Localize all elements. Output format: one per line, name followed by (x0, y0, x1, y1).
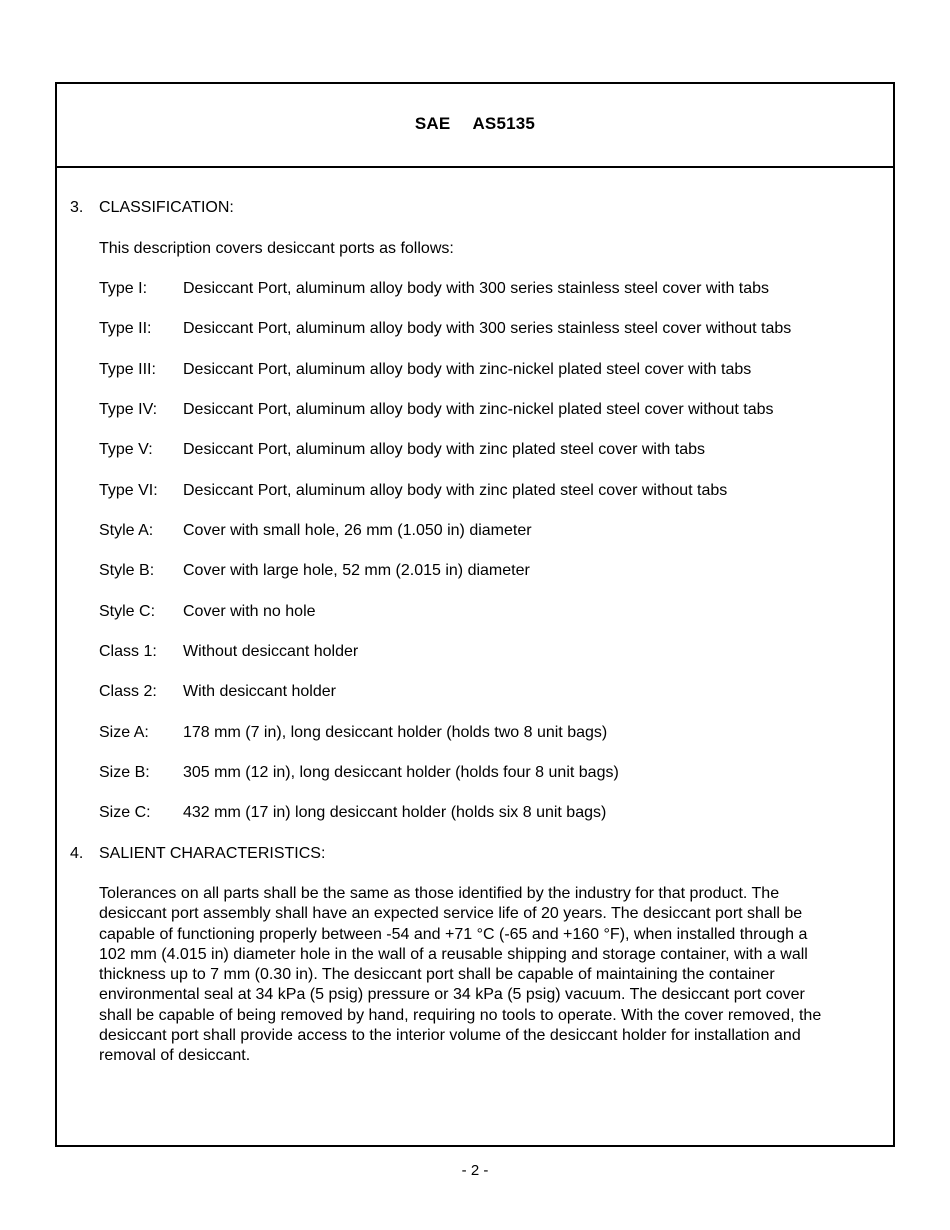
classification-term: Class 1: (99, 643, 157, 660)
header-doc-number: AS5135 (472, 114, 536, 133)
classification-desc: 432 mm (17 in) long desiccant holder (holds six 8 unit bags) (183, 804, 607, 821)
classification-term: Style A: (99, 522, 154, 539)
classification-desc: Desiccant Port, aluminum alloy body with zinc-nickel plated steel cover without tabs (183, 401, 774, 418)
classification-term: Class 2: (99, 683, 157, 700)
classification-term: Size A: (99, 724, 149, 741)
classification-desc: Desiccant Port, aluminum alloy body with 300 series stainless steel cover with tabs (183, 280, 770, 297)
classification-term: Type V: (99, 441, 153, 458)
header-title (57, 114, 893, 134)
salient-characteristics-paragraph (99, 884, 869, 1067)
paragraph-line: Tolerances on all parts shall be the same as those identified by the industry for that product. The (99, 885, 780, 902)
section-3-heading: CLASSIFICATION: (99, 199, 234, 216)
classification-desc: Desiccant Port, aluminum alloy body with zinc-nickel plated steel cover with tabs (183, 361, 752, 378)
classification-desc: 305 mm (12 in), long desiccant holder (holds four 8 unit bags) (183, 764, 619, 781)
classification-term: Size C: (99, 804, 151, 821)
classification-term: Type II: (99, 320, 152, 337)
paragraph-line: capable of functioning properly between -54 and +71 °C (-65 and +160 °F), when installed through a (99, 925, 808, 943)
section-4-heading: SALIENT CHARACTERISTICS: (99, 845, 326, 862)
classification-term: Type III: (99, 361, 156, 378)
classification-desc: 178 mm (7 in), long desiccant holder (holds two 8 unit bags) (183, 724, 608, 741)
page-number: - 2 - (461, 1162, 489, 1179)
section-4-number: 4. (70, 845, 84, 862)
classification-desc: Without desiccant holder (183, 643, 359, 660)
document-header (57, 84, 893, 168)
paragraph-line: shall be capable of being removed by hand, requiring no tools to operate. With the cover removed, the (99, 1006, 822, 1024)
classification-desc: Desiccant Port, aluminum alloy body with zinc plated steel cover with tabs (183, 441, 706, 458)
paragraph-line: thickness up to 7 mm (0.30 in). The desiccant port shall be capable of maintaining the container (99, 966, 775, 984)
classification-desc: Cover with small hole, 26 mm (1.050 in) diameter (183, 522, 532, 539)
paragraph-line: 102 mm (4.015 in) diameter hole in the wall of a reusable shipping and storage container, with a wall (99, 945, 808, 963)
paragraph-line: desiccant port shall provide access to the interior volume of the desiccant holder for installation and (99, 1027, 801, 1045)
section-3-intro: This description covers desiccant ports as follows: (99, 240, 454, 257)
paragraph-line: environmental seal at 34 kPa (5 psig) pressure or 34 kPa (5 psig) vacuum. The desiccant port cover (99, 986, 805, 1004)
classification-term: Type VI: (99, 482, 158, 499)
classification-desc: Desiccant Port, aluminum alloy body with zinc plated steel cover without tabs (183, 482, 728, 499)
paragraph-line: desiccant port assembly shall have an expected service life of 20 years. The desiccant port shall be (99, 905, 803, 923)
classification-term: Type I: (99, 280, 148, 297)
section-3-number: 3. (70, 199, 84, 216)
classification-desc: Desiccant Port, aluminum alloy body with 300 series stainless steel cover without tabs (183, 320, 792, 337)
classification-term: Style B: (99, 562, 155, 579)
paragraph-line: removal of desiccant. (99, 1047, 251, 1065)
classification-desc: Cover with large hole, 52 mm (2.015 in) diameter (183, 562, 530, 579)
classification-desc: Cover with no hole (183, 603, 316, 620)
header-org: SAE (414, 114, 451, 133)
classification-term: Style C: (99, 603, 156, 620)
document-frame (55, 82, 895, 1147)
classification-desc: With desiccant holder (183, 683, 336, 700)
classification-term: Size B: (99, 764, 150, 781)
classification-term: Type IV: (99, 401, 158, 418)
